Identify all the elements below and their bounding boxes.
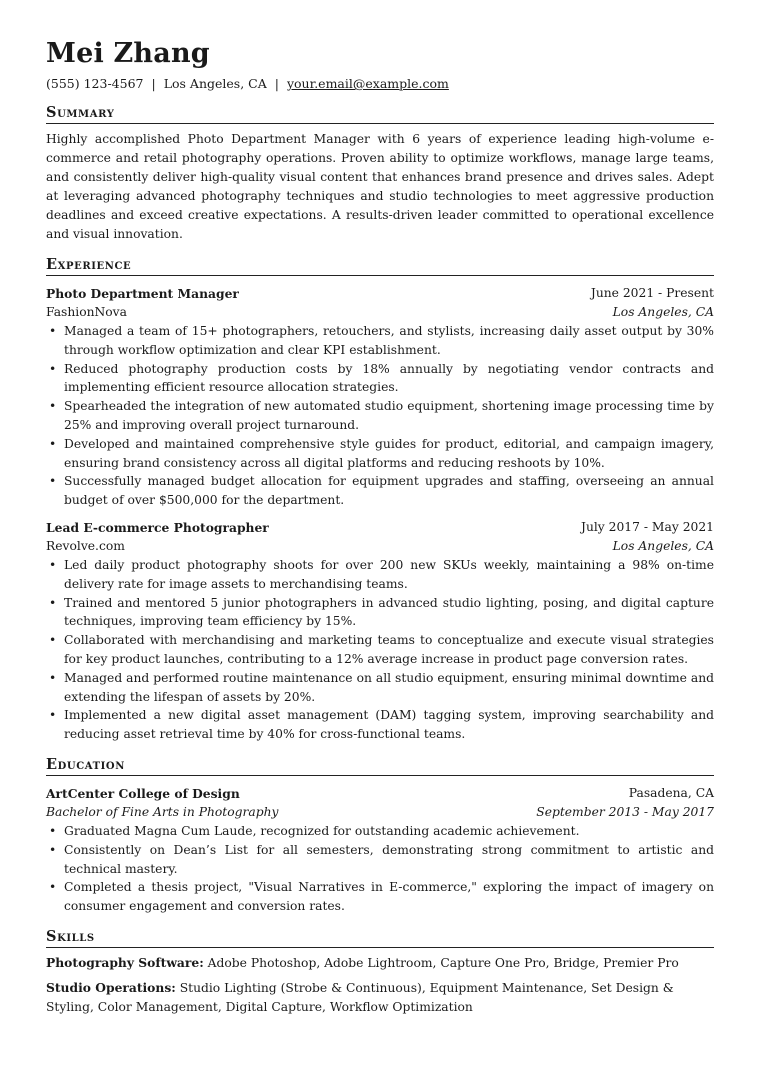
education-bullets	[46, 822, 714, 916]
bullet-item: • Completed a thesis project, "Visual Narratives in E-commerce," exploring the impact of imagery on consumer engagement and conversion rates.	[64, 878, 714, 916]
bullet-item: • Consistently on Dean’s List for all semesters, demonstrating strong commitment to artistic and technical mastery.	[64, 841, 714, 879]
section-title-summary: Summary	[46, 104, 714, 124]
bullet-item: • Collaborated with merchandising and marketing teams to conceptualize and execute visual strategies for key product launches, contributing to a 12% average increase in product page conversion rates.	[64, 631, 714, 669]
company-name: FashionNova	[46, 305, 127, 319]
education-dates: September 2013 - May 2017	[536, 804, 714, 819]
section-title-education: Education	[46, 756, 714, 776]
degree: Bachelor of Fine Arts in Photography	[46, 804, 279, 819]
separator: |	[274, 76, 279, 91]
bullet-item: • Graduated Magna Cum Laude, recognized for outstanding academic achievement.	[64, 822, 714, 841]
school-name: ArtCenter College of Design	[46, 785, 240, 801]
bullet-item: • Reduced photography production costs by 18% annually by negotiating vendor contracts and implementing efficient resource allocation strategies.	[64, 360, 714, 398]
job-entry	[46, 518, 714, 744]
job-title: Lead E-commerce Photographer	[46, 519, 269, 535]
skill-line	[46, 954, 714, 973]
phone-number: (555) 123-4567	[46, 76, 144, 91]
education-entry	[46, 784, 714, 916]
job-bullets	[46, 322, 714, 510]
bullet-item: • Developed and maintained comprehensive style guides for product, editorial, and campaign imagery, ensuring brand consistency across all digital platforms and reducing reshoots by 10%.	[64, 435, 714, 473]
bullet-item: • Managed a team of 15+ photographers, retouchers, and stylists, increasing daily asset output by 30% through workflow optimization and clear KPI establishment.	[64, 322, 714, 360]
candidate-name: Mei Zhang	[46, 38, 210, 69]
job-bullets	[46, 556, 714, 744]
contact-line	[46, 76, 714, 92]
summary-text: Highly accomplished Photo Department Manager with 6 years of experience leading high-volume e-commerce and retail photography operations. Proven ability to optimize workflows, manage large teams, and consistently deliver high-quality visual content that enhances brand presence and drives sales. Adept at leveraging advanced photography techniques and studio technologies to meet aggressive production deadlines and exceed creative expectations. A results-driven leader committed to operational excellence and visual innovation.	[46, 132, 714, 241]
skill-value: Adobe Photoshop, Adobe Lightroom, Capture One Pro, Bridge, Premier Pro	[207, 955, 679, 970]
school-location: Pasadena, CA	[628, 785, 714, 800]
job-dates: June 2021 - Present	[590, 286, 714, 300]
bullet-item: • Implemented a new digital asset management (DAM) tagging system, improving searchability and reducing asset retrieval time by 40% for cross-functional teams.	[64, 706, 714, 744]
email-link[interactable]: your.email@example.com	[286, 76, 449, 91]
skill-line	[46, 979, 714, 1017]
job-location: Los Angeles, CA	[612, 305, 714, 319]
skill-label: Photography Software:	[46, 954, 204, 970]
bullet-item: • Spearheaded the integration of new automated studio equipment, shortening image processing time by 25% and improving overall project turnaround.	[64, 397, 714, 435]
separator: |	[151, 76, 156, 91]
job-entry	[46, 284, 714, 510]
job-location: Los Angeles, CA	[612, 538, 714, 553]
bullet-item: • Trained and mentored 5 junior photographers in advanced studio lighting, posing, and digital capture techniques, improving team efficiency by 15%.	[64, 594, 714, 632]
bullet-item: • Led daily product photography shoots for over 200 new SKUs weekly, maintaining a 98% on-time delivery rate for image assets to merchandising teams.	[64, 556, 714, 594]
location: Los Angeles, CA	[163, 76, 267, 91]
job-title: Photo Department Manager	[46, 286, 239, 301]
job-dates: July 2017 - May 2021	[581, 519, 714, 534]
section-title-experience: Experience	[46, 256, 714, 276]
bullet-item: • Successfully managed budget allocation for equipment upgrades and staffing, overseeing an annual budget of over $500,000 for the department.	[64, 472, 714, 510]
skill-label: Studio Operations:	[46, 979, 176, 995]
company-name: Revolve.com	[46, 538, 125, 553]
skill-value: Studio Lighting (Strobe & Continuous), Equipment Maintenance, Set Design & Styling, Color Management, Digital Capture, Workflow Optimization	[46, 980, 674, 1014]
bullet-item: • Managed and performed routine maintenance on all studio equipment, ensuring minimal downtime and extending the lifespan of assets by 20%.	[64, 669, 714, 707]
section-title-skills: Skills	[46, 928, 714, 948]
